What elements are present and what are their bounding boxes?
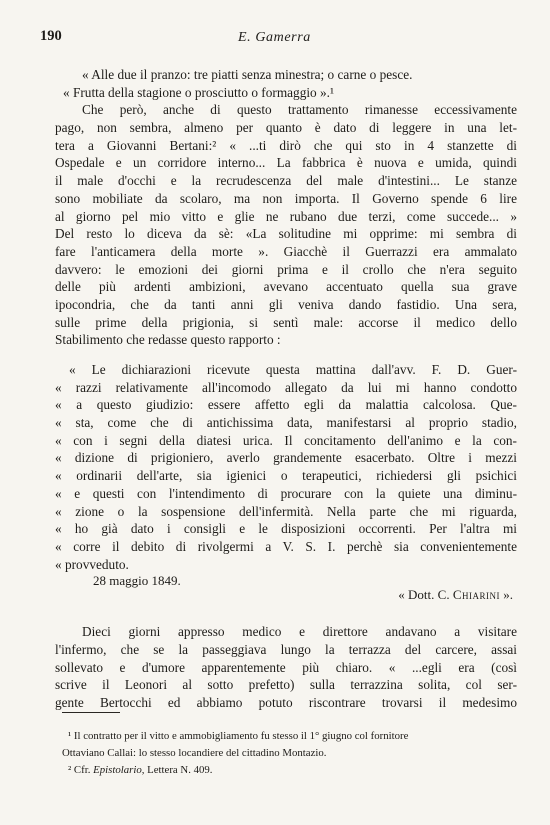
report-signature	[398, 587, 513, 603]
running-head: E. Gamerra	[238, 30, 311, 45]
paragraph-gap	[55, 611, 517, 623]
report-date: 28 maggio 1849.	[93, 573, 181, 589]
footnote-divider	[62, 712, 120, 713]
paragraph-gap	[55, 349, 517, 361]
signature-prefix: « Dott. C.	[398, 587, 453, 603]
quote-line: « a questo giudizio: essere affetto egli da malattia calcolosa. Que-	[55, 397, 517, 413]
quote-line: « corre il debito di rivolgermi a V. S. I. perchè sia convenientemente	[55, 538, 517, 554]
text-line: scrive il Leonori al sotto prefetto) sulla terrazzina solita, col ser-	[55, 677, 517, 693]
text-line: Che però, anche di questo trattamento rimanesse eccessivamente	[82, 102, 517, 118]
quote-line: « provveduto.	[55, 556, 129, 572]
quote-line: « Le dichiarazioni ricevute questa mattina dall'avv. F. D. Guer-	[69, 362, 517, 377]
text-line: il male d'occhi e la recrudescenza del male d'intestini... Le stanze	[55, 173, 517, 189]
text-line: Dieci giorni appresso medico e direttore andavano a visitare	[82, 624, 517, 640]
body-text	[55, 66, 517, 712]
text-line: Stabilimento che redasse questo rapporto :	[55, 332, 281, 348]
quote-line: « ho già dato i consigli e le disposizioni occorrenti. Per l'altra mi	[55, 521, 517, 537]
text-line: fare l'anticamera della morte ». Giacchè il Guerrazzi era ammalato	[55, 243, 517, 259]
footnote-1-line-2: Ottaviano Callai: lo stesso locandiere del cittadino Montazio.	[62, 747, 327, 759]
text-line: gente Bertocchi ed abbiamo potuto riscontrare trovarsi il medesimo	[55, 695, 517, 710]
text-line: Ospedale e un corridore interno... La fabbrica è nuova e umida, quindi	[55, 155, 517, 171]
text-line: tera a Giovanni Bertani:² « ...ti dirò che qui sto in 4 stanzette di	[55, 137, 517, 153]
footnotes	[62, 728, 514, 779]
footnote-2-suffix: Lettera N. 409.	[144, 764, 213, 776]
quote-line: « con i segni della diatesi urica. Il concitamento dell'animo e la con-	[55, 432, 517, 448]
page-number: 190	[40, 28, 62, 44]
text-line: « Frutta della stagione o prosciutto o formaggio ».¹	[63, 84, 334, 100]
footnote-2-prefix: ² Cfr.	[68, 764, 94, 776]
quote-line: « razzi relativamente all'incomodo allegato da lui mi hanno condotto	[55, 379, 517, 395]
text-line: delle più ardenti ambizioni, avevano accentuato quella sua grave	[55, 279, 517, 295]
report-signoff	[55, 573, 517, 611]
quote-line: « sta, come che di antichissima data, manifestarsi al proprio stadio,	[55, 415, 517, 431]
footnote-1-line-1: ¹ Il contratto per il vitto e ammobigliamento fu stesso il 1° giugno col fornitore	[68, 730, 409, 742]
text-line: al giorno pel mio vitto e glie ne rubano due terzi, come succede... »	[55, 208, 517, 224]
footnote-2	[62, 762, 514, 779]
text-line: ipocondria, che da tanti anni gli veniva dando fastidio. Una sera,	[55, 296, 517, 312]
text-line: « Alle due il pranzo: tre piatti senza minestra; o carne o pesce.	[82, 67, 413, 82]
signature-suffix: ».	[500, 587, 513, 603]
signature-name: Chiarini	[452, 587, 500, 603]
footnote-2-title: Epistolario,	[93, 764, 145, 776]
text-line: davvero: le emozioni dei giorni prima e il crollo che n'era seguito	[55, 261, 517, 277]
quote-line: « e questi con l'intendimento di procurare con la quiete una diminu-	[55, 485, 517, 501]
page-header	[0, 28, 550, 50]
quote-line: « dizione di prigioniero, averlo grandemente esacerbato. Oltre i mezzi	[55, 450, 517, 466]
text-line: l'infermo, che se la passeggiava lungo la terrazza del carcere, assai	[55, 641, 517, 657]
text-line: sulle prime della prigionia, si sentì male: accorse il medico dello	[55, 314, 517, 330]
quote-line: « ordinarii dell'arte, sia igienici o terapeutici, richiedersi gli psichici	[55, 468, 517, 484]
text-line: sollevato e d'umore apparentemente più chiaro. « ...egli era (così	[55, 659, 517, 675]
quote-line: « zione o la sospensione dell'infermità. Nella parte che mi riguarda,	[55, 503, 517, 519]
text-line: sono mobiliate da scolaro, ma non importa. Il Governo spende 6 lire	[55, 190, 517, 206]
text-line: Del resto lo diceva da sè: «La solitudine mi opprime: mi sembra di	[55, 226, 517, 242]
text-line: pago, non sembra, almeno per quanto è dato di leggere in una let-	[55, 120, 517, 136]
